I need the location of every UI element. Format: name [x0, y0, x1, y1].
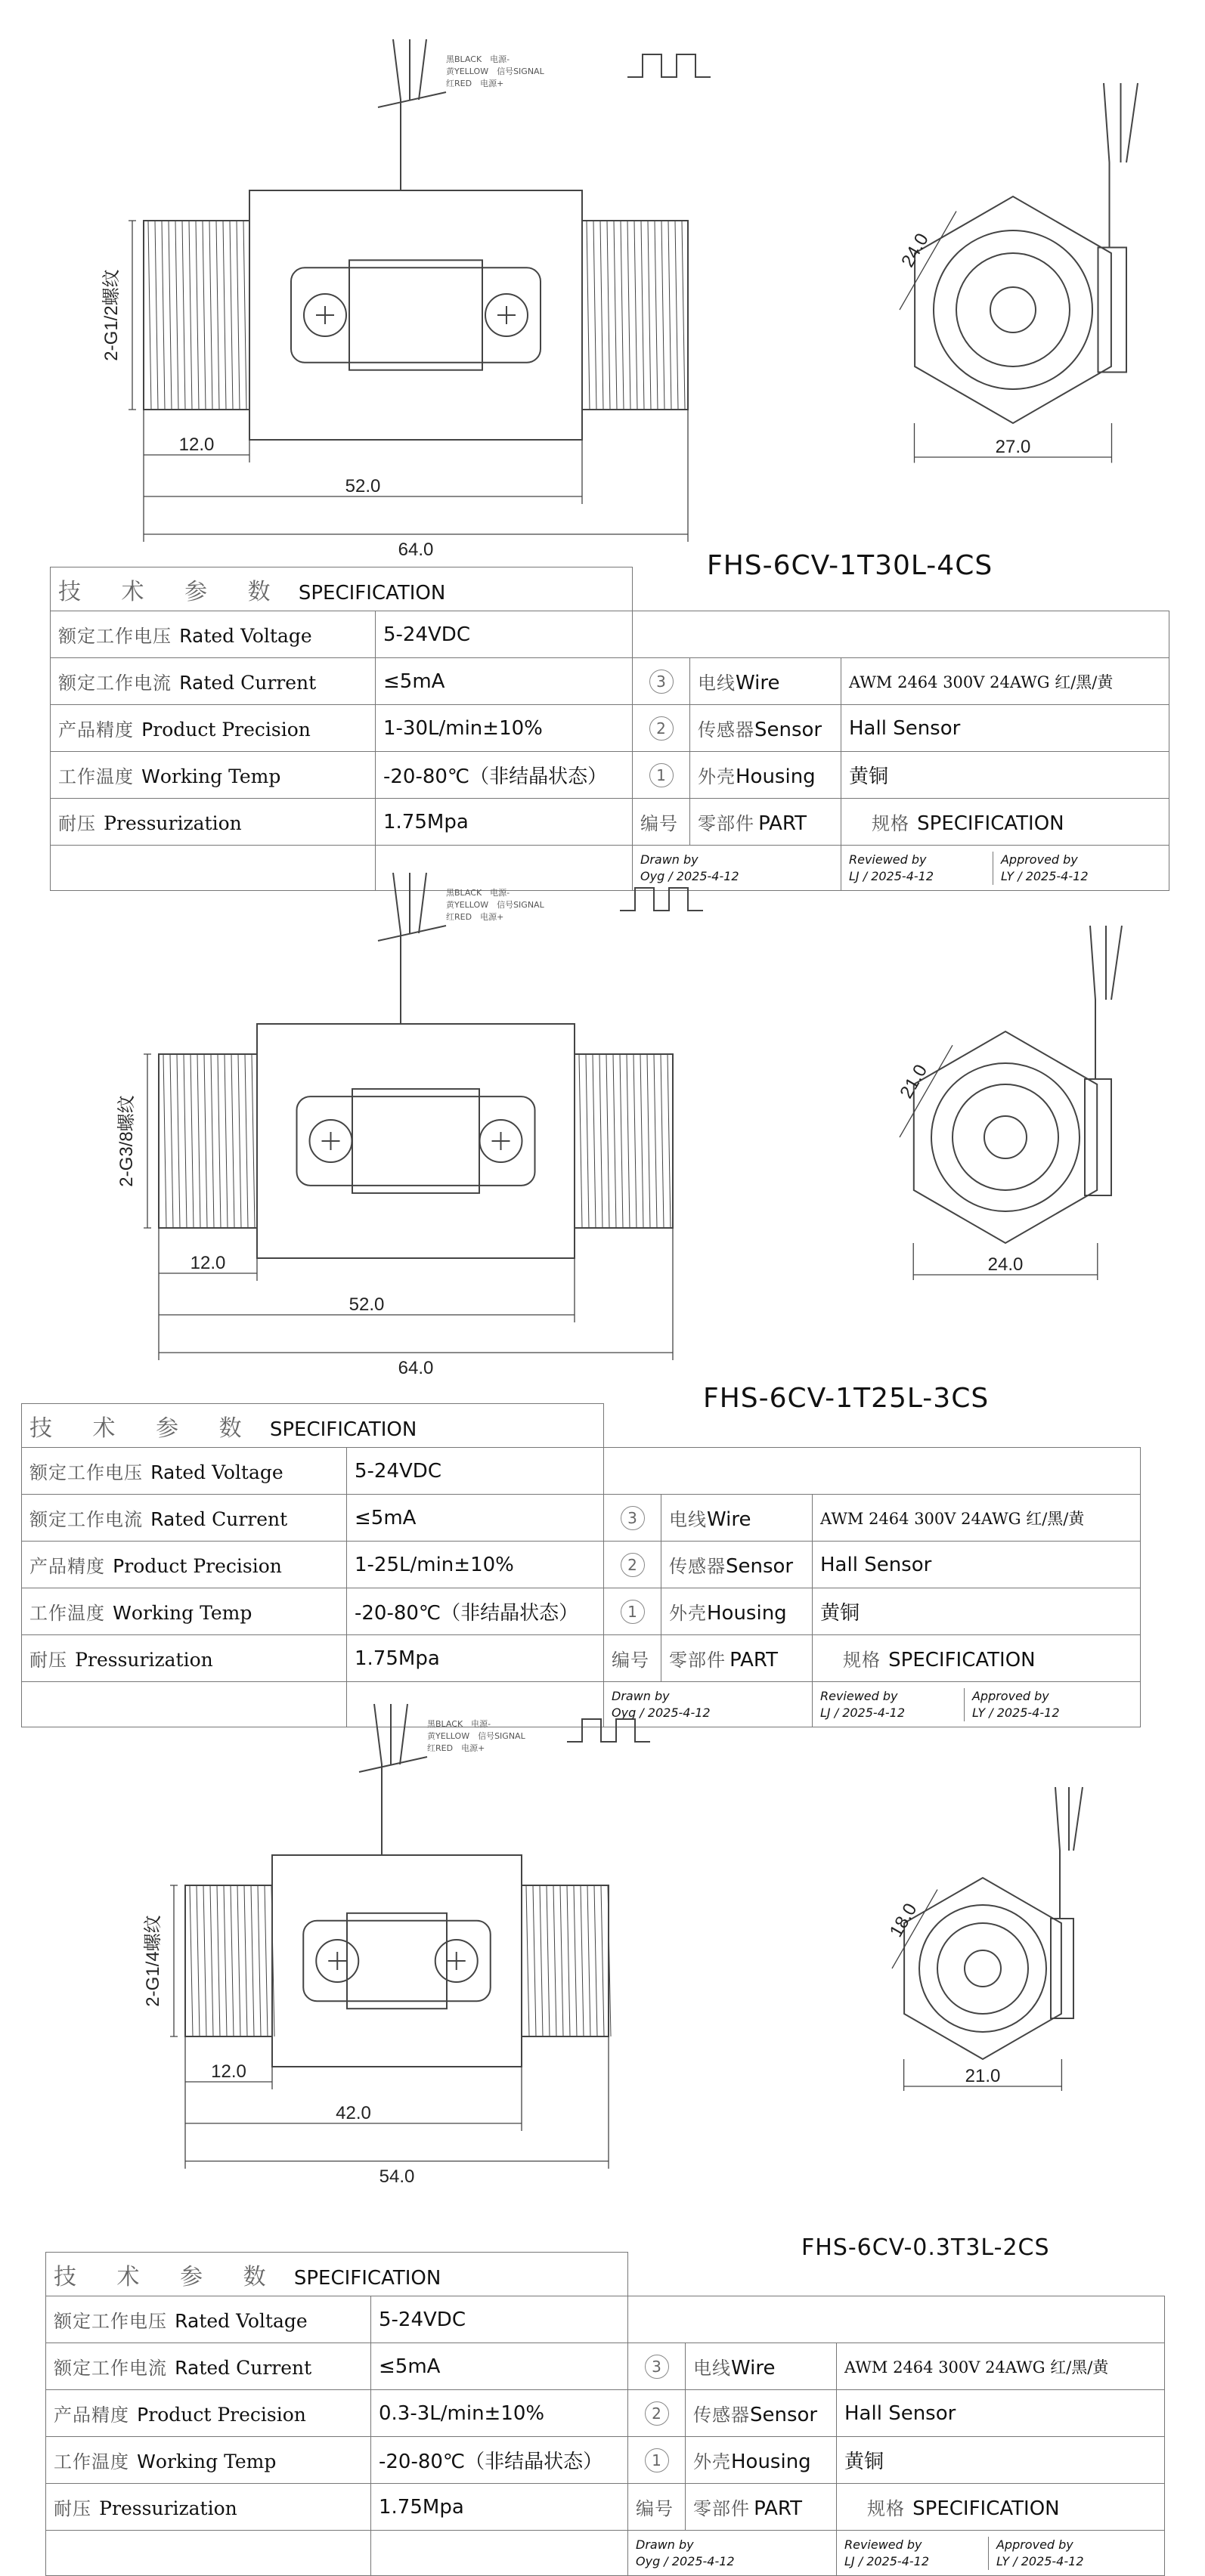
- spec-row: [46, 2437, 1165, 2484]
- spec-value: 1-25L/min±10%: [347, 1542, 604, 1588]
- part-spec: 黄铜: [813, 1588, 1141, 1635]
- drawn-by: Drawn by Oyg / 2025-4-12: [633, 846, 841, 891]
- part-name: 外壳Housing: [690, 752, 841, 799]
- spec-row: [46, 2296, 1165, 2343]
- part-name: 电线Wire: [661, 1495, 813, 1542]
- spec-label: 额定工作电压 Rated Voltage: [46, 2296, 371, 2343]
- spec-label: 额定工作电流 Rated Current: [22, 1495, 347, 1542]
- review-approve: Reviewed by LJ / 2025-4-12Approved by LY / 2025-4-12: [813, 1682, 1141, 1727]
- dim-len-b: 42.0: [336, 2103, 371, 2123]
- spec-label: 额定工作电压 Rated Voltage: [22, 1448, 347, 1495]
- dim-len-a: 12.0: [178, 434, 215, 455]
- spec-label: 产品精度 Product Precision: [22, 1542, 347, 1588]
- dim-width: 27.0: [995, 437, 1031, 457]
- drawn-by: Drawn by Oyg / 2025-4-12: [604, 1682, 813, 1727]
- spec-value: -20-80℃（非结晶状态）: [376, 752, 633, 799]
- wire-legend-line: 黄YELLOW 信号SIGNAL: [446, 66, 544, 76]
- spec-row: [22, 1588, 1141, 1635]
- model-number: FHS-6CV-0.3T3L-2CS: [801, 2234, 1050, 2261]
- parts-header-part: 零部件 PART: [690, 799, 841, 846]
- part-spec: Hall Sensor: [813, 1542, 1141, 1588]
- parts-header-num: 编号: [628, 2484, 686, 2531]
- spec-value: 1.75Mpa: [371, 2484, 628, 2531]
- spec-label: 工作温度 Working Temp: [22, 1588, 347, 1635]
- spec-row: [46, 2343, 1165, 2390]
- spec-table: [45, 2252, 1165, 2576]
- spec-row: [22, 1542, 1141, 1588]
- wire-legend-line: 黄YELLOW 信号SIGNAL: [446, 900, 544, 910]
- review-approve: Reviewed by LJ / 2025-4-12Approved by LY / 2025-4-12: [841, 846, 1169, 891]
- dim-hex: 24.0: [897, 230, 933, 271]
- part-number: 3: [604, 1495, 661, 1542]
- dim-thread: 2-G1/4螺纹: [143, 1915, 163, 2007]
- spec-value: 5-24VDC: [371, 2296, 628, 2343]
- part-spec: AWM 2464 300V 24AWG 红/黑/黄: [813, 1495, 1141, 1542]
- spec-row: [46, 2390, 1165, 2437]
- parts-header-spec: 规格 SPECIFICATION: [813, 1635, 1141, 1682]
- spec-value: 1-30L/min±10%: [376, 705, 633, 752]
- spec-label: 工作温度 Working Temp: [51, 752, 376, 799]
- dim-thread: 2-G1/2螺纹: [101, 269, 122, 361]
- spec-label: 耐压 Pressurization: [22, 1635, 347, 1682]
- spec-row: [22, 1448, 1141, 1495]
- spec-label: 额定工作电压 Rated Voltage: [51, 611, 376, 658]
- spec-value: ≤5mA: [371, 2343, 628, 2390]
- dim-len-c: 64.0: [398, 1358, 434, 1378]
- dim-len-a: 12.0: [211, 2061, 246, 2082]
- part-spec: Hall Sensor: [837, 2390, 1165, 2437]
- part-number: 3: [628, 2343, 686, 2390]
- part-number: 2: [628, 2390, 686, 2437]
- part-name: 传感器Sensor: [686, 2390, 837, 2437]
- part-number: 1: [633, 752, 690, 799]
- part-number: 3: [633, 658, 690, 705]
- wire-legend-line: 红RED 电源+: [446, 79, 504, 88]
- part-name: 电线Wire: [686, 2343, 837, 2390]
- part-name: 传感器Sensor: [661, 1542, 813, 1588]
- spec-value: ≤5mA: [347, 1495, 604, 1542]
- part-spec: AWM 2464 300V 24AWG 红/黑/黄: [837, 2343, 1165, 2390]
- spec-sheet-3: [0, 1674, 1205, 2568]
- technical-drawing: [0, 835, 1205, 1379]
- spec-row: [22, 1495, 1141, 1542]
- dim-len-c: 64.0: [398, 540, 434, 560]
- technical-drawing: [0, 1674, 1205, 2218]
- spec-header: 技 术 参 数 SPECIFICATION: [22, 1404, 604, 1448]
- wire-legend-line: 黑BLACK 电源-: [427, 1719, 491, 1729]
- spec-row: [51, 705, 1169, 752]
- wire-legend-line: 黄YELLOW 信号SIGNAL: [427, 1731, 525, 1741]
- review-approve: Reviewed by LJ / 2025-4-12Approved by LY / 2025-4-12: [837, 2531, 1165, 2576]
- part-number: 1: [604, 1588, 661, 1635]
- part-spec: 黄铜: [837, 2437, 1165, 2484]
- dim-hex: 21.0: [896, 1061, 932, 1102]
- parts-header-num: 编号: [604, 1635, 661, 1682]
- part-number: 2: [604, 1542, 661, 1588]
- spec-row: [51, 611, 1169, 658]
- spec-label: 产品精度 Product Precision: [51, 705, 376, 752]
- spec-value: 0.3-3L/min±10%: [371, 2390, 628, 2437]
- spec-header: 技 术 参 数 SPECIFICATION: [46, 2253, 628, 2296]
- part-spec: Hall Sensor: [841, 705, 1169, 752]
- spec-sheet-1: [0, 0, 1205, 883]
- dim-len-b: 52.0: [348, 1294, 385, 1315]
- dim-thread: 2-G3/8螺纹: [116, 1095, 137, 1187]
- dim-len-b: 52.0: [345, 476, 381, 496]
- spec-value: 1.75Mpa: [347, 1635, 604, 1682]
- part-name: 电线Wire: [690, 658, 841, 705]
- part-name: 外壳Housing: [686, 2437, 837, 2484]
- parts-header-spec: 规格 SPECIFICATION: [837, 2484, 1165, 2531]
- spec-label: 工作温度 Working Temp: [46, 2437, 371, 2484]
- model-number: FHS-6CV-1T30L-4CS: [707, 550, 993, 581]
- dim-hex: 18.0: [885, 1900, 922, 1941]
- dim-len-a: 12.0: [190, 1253, 226, 1273]
- spec-value: -20-80℃（非结晶状态）: [347, 1588, 604, 1635]
- part-spec: 黄铜: [841, 752, 1169, 799]
- spec-label: 额定工作电流 Rated Current: [51, 658, 376, 705]
- part-number: 2: [633, 705, 690, 752]
- wire-legend-line: 黑BLACK 电源-: [446, 888, 510, 898]
- spec-row: [51, 752, 1169, 799]
- dim-width: 21.0: [965, 2066, 1001, 2086]
- wire-legend-line: 黑BLACK 电源-: [446, 54, 510, 64]
- parts-header-num: 编号: [633, 799, 690, 846]
- dim-width: 24.0: [987, 1254, 1024, 1275]
- spec-label: 产品精度 Product Precision: [46, 2390, 371, 2437]
- spec-label: 额定工作电流 Rated Current: [46, 2343, 371, 2390]
- spec-label: 耐压 Pressurization: [51, 799, 376, 846]
- spec-row: [46, 2484, 1165, 2531]
- spec-value: ≤5mA: [376, 658, 633, 705]
- part-spec: AWM 2464 300V 24AWG 红/黑/黄: [841, 658, 1169, 705]
- parts-header-spec: 规格 SPECIFICATION: [841, 799, 1169, 846]
- parts-header-part: 零部件 PART: [686, 2484, 837, 2531]
- spec-sheet-2: [0, 835, 1205, 1720]
- spec-value: 5-24VDC: [347, 1448, 604, 1495]
- dim-len-c: 54.0: [379, 2166, 415, 2187]
- spec-value: -20-80℃（非结晶状态）: [371, 2437, 628, 2484]
- parts-header-part: 零部件 PART: [661, 1635, 813, 1682]
- wire-legend-line: 红RED 电源+: [446, 912, 504, 922]
- spec-label: 耐压 Pressurization: [46, 2484, 371, 2531]
- spec-row: [51, 658, 1169, 705]
- spec-value: 1.75Mpa: [376, 799, 633, 846]
- part-name: 传感器Sensor: [690, 705, 841, 752]
- model-number: FHS-6CV-1T25L-3CS: [703, 1383, 990, 1414]
- part-number: 1: [628, 2437, 686, 2484]
- part-name: 外壳Housing: [661, 1588, 813, 1635]
- spec-header: 技 术 参 数 SPECIFICATION: [51, 567, 633, 611]
- drawn-by: Drawn by Oyg / 2025-4-12: [628, 2531, 837, 2576]
- spec-value: 5-24VDC: [376, 611, 633, 658]
- wire-legend-line: 红RED 电源+: [427, 1743, 485, 1753]
- technical-drawing: [0, 0, 1205, 560]
